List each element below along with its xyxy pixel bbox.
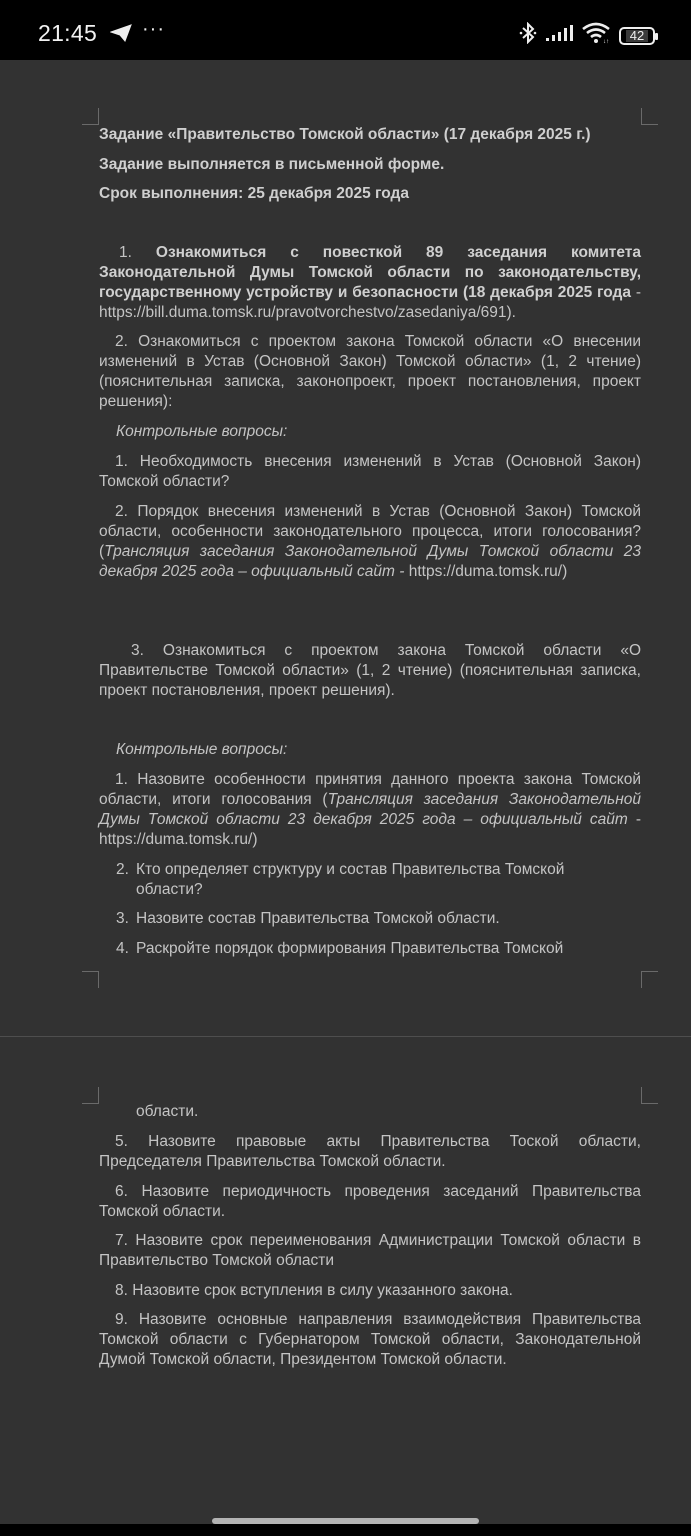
question-text: Назовите правовые акты Правительства Тоской области, Председателя Правительства Томской области. — [99, 1133, 641, 1170]
page-corner-mark — [82, 108, 99, 125]
question-text: Порядок внесения изменений в Устав (Основной Закон) Томской области, особенности законодательного процесса, итоги голосования? — [99, 503, 641, 540]
deadline: Срок выполнения: 25 декабря 2025 года — [99, 185, 409, 202]
task-3-text: Ознакомиться с проектом закона Томской области «О Правительстве Томской области» (1, 2 чтение) (пояснительная записка, проект постановления, проект решения). — [99, 642, 642, 699]
question-number: 6. — [115, 1183, 128, 1200]
question-text: Кто определяет структуру и состав Правительства Томской области? — [136, 861, 565, 898]
task-1 — [99, 243, 641, 323]
duma-link[interactable]: https://duma.tomsk.ru/) — [408, 563, 568, 580]
question-text: Назовите состав Правительства Томской области. — [136, 910, 500, 927]
question-item: 2. Порядок внесения изменений в Устав (Основной Закон) Томской области, особенности законодательного процесса, итоги голосования? (Трансляция заседания Законодательной Думы Томской области 23 декабря 2025 года – официальный сайт - https://duma.tomsk.ru/) — [99, 503, 641, 580]
question-item — [99, 452, 641, 492]
bluetooth-icon — [519, 22, 537, 49]
telegram-icon — [110, 24, 132, 47]
question-text: Назовите основные направления взаимодействия Правительства Томской области с Губернатором Томской области, Законодательной Думой Томской области, Президентом Томской области. — [99, 1311, 641, 1368]
question-item — [116, 909, 626, 929]
navigation-bar — [0, 1524, 691, 1536]
question-item — [99, 1281, 641, 1301]
question-number: 4. — [116, 940, 129, 957]
task-1-number: 1. — [119, 244, 132, 261]
status-bar — [0, 0, 691, 60]
document-title: Задание «Правительство Томской области» (17 декабря 2025 г.) — [99, 126, 591, 143]
page-corner-mark — [641, 971, 658, 988]
svg-text:↓↑: ↓↑ — [603, 39, 609, 44]
task-3 — [99, 641, 641, 701]
page-corner-mark — [82, 1087, 99, 1104]
form-note: Задание выполняется в письменной форме. — [99, 156, 445, 173]
page-break-divider — [0, 1036, 691, 1037]
question-text: Раскройте порядок формирования Правительства Томской — [136, 940, 564, 957]
question-number: 8. — [115, 1282, 128, 1299]
question-text: Необходимость внесения изменений в Устав (Основной Закон) Томской области? — [99, 453, 642, 490]
question-text: Назовите срок переименования Администрации Томской области в Правительство Томской области — [99, 1232, 642, 1269]
task-2 — [99, 332, 641, 412]
question-italic-note: Трансляция заседания Законодательной Думы Томской области 23 декабря 2025 года – официальный сайт — [99, 791, 641, 828]
task-3-number: 3. — [131, 642, 144, 659]
battery-level: 42 — [626, 30, 648, 42]
question-italic-note: Трансляция заседания Законодательной Думы Томской области 23 декабря 2025 года – официальный сайт - — [99, 543, 641, 580]
questions-heading: Контрольные вопросы: — [116, 741, 288, 758]
system-icons — [519, 22, 655, 49]
question-item — [99, 1310, 641, 1370]
question-number: 2. — [116, 861, 129, 878]
question-item: 1. Назовите особенности принятия данного проекта закона Томской области, итоги голосования (Трансляция заседания Законодательной Думы Томской области 23 декабря 2025 года – официальный сайт - https://duma.tomsk.ru/) — [99, 771, 641, 848]
task-1-text: Ознакомиться с повесткой 89 заседания комитета Законодательной Думы Томской области по законодательству, государственному устройству и безопасности (18 декабря 2025 года — [99, 244, 641, 301]
question-item — [99, 1182, 641, 1222]
question-item — [116, 939, 626, 959]
question-number: 5. — [115, 1133, 128, 1150]
question-text: Назовите срок вступления в силу указанного закона. — [132, 1282, 513, 1299]
question-item — [99, 1231, 641, 1271]
question-text: Назовите особенности принятия данного проекта закона Томской области, итоги голосования — [99, 771, 641, 808]
task-1-link[interactable]: - https://bill.duma.tomsk.ru/pravotvorchestvo/zasedaniya/691). — [99, 284, 641, 321]
wifi-icon — [581, 22, 611, 49]
question-text: Назовите периодичность проведения заседаний Правительства Томской области. — [99, 1183, 641, 1220]
clock: 21:45 — [38, 20, 98, 46]
page-corner-mark — [82, 971, 99, 988]
task-2-text: Ознакомиться с проектом закона Томской области «О внесении изменений в Устав (Основной Закон) Томской области» (1, 2 чтение) (пояснительная записка, законопроект, проект постановления, проект решения): — [99, 333, 642, 410]
task-2-number: 2. — [115, 333, 128, 350]
battery-icon — [619, 27, 655, 45]
question-continuation: области. — [136, 1103, 199, 1120]
question-number: 3. — [116, 910, 129, 927]
question-number: 2. — [115, 503, 128, 520]
more-dots-icon: ··· — [142, 18, 165, 40]
question-item — [99, 1132, 641, 1172]
question-number: 7. — [115, 1232, 128, 1249]
question-number: 1. — [115, 453, 128, 470]
signal-icon — [545, 24, 573, 47]
question-item — [116, 860, 626, 900]
question-number: 9. — [115, 1311, 128, 1328]
duma-link[interactable]: - https://duma.tomsk.ru/) — [99, 811, 641, 848]
questions-heading: Контрольные вопросы: — [116, 423, 288, 440]
question-number: 1. — [115, 771, 128, 788]
page-corner-mark — [641, 108, 658, 125]
